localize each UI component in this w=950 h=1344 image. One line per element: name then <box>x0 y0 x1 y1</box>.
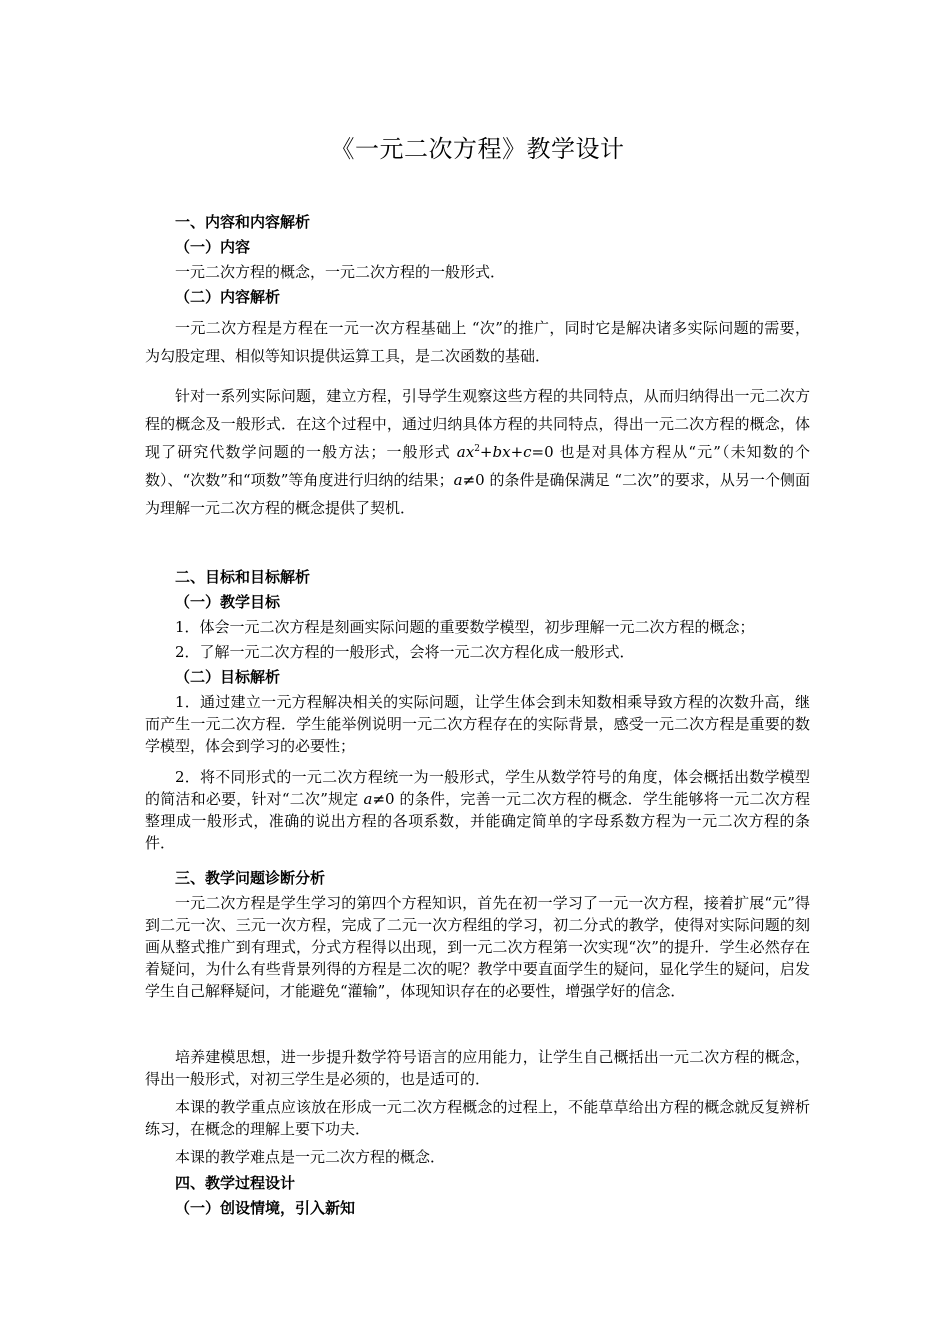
section-4-heading: 四、教学过程设计 <box>175 1174 296 1192</box>
section-2-heading: 二、目标和目标解析 <box>175 568 311 586</box>
section-3-para-2: 培养建模思想，进一步提升数学符号语言的应用能力，让学生自己概括出一元二次方程的概念，得出一般形式，对初三学生是必须的，也是适可的． <box>145 1048 810 1088</box>
section-1-para-1: 一元二次方程是方程在一元一次方程基础上 “次”的推广，同时它是解决诸多实际问题的需要，为勾股定理、相似等知识提供运算工具，是二次函数的基础． <box>145 319 810 365</box>
section-2-sub-1: （一）教学目标 <box>175 593 281 611</box>
section-3-para-4: 本课的教学难点是一元二次方程的概念． <box>175 1148 446 1166</box>
goal-analysis-2: 2．将不同形式的一元二次方程统一为一般形式，学生从数学符号的角度，体会概括出数学模型的简洁和必要，针对“二次”规定 a≠0 的条件，完善一元二次方程的概念．学生能够将一元二次方程整理成一般形式，准确的说出方程的各项系数，并能确定简单的字母系数方程为一元二次方程的条件． <box>145 768 811 852</box>
section-3-para-3: 本课的教学重点应该放在形成一元二次方程概念的过程上，不能草草给出方程的概念就反复辨析练习，在概念的理解上要下功夫． <box>145 1098 810 1138</box>
section-3-para-1: 一元二次方程是学生学习的第四个方程知识，首先在初一学习了一元一次方程，接着扩展“元”得到二元一次、三元一次方程，完成了二元一次方程组的学习，初二分式的教学，使得对实际问题的刻画从整式推广到有理式，分式方程得以出现，到一元二次方程第一次实现“次”的提升．学生必然存在着疑问，为什么有些背景列得的方程是二次的呢？教学中要直面学生的疑问，显化学生的疑问，启发学生自己解释疑问，才能避免“灌输”，体现知识存在的必要性，增强学好的信念． <box>145 894 810 1000</box>
goal-1: 1．体会一元二次方程是刻画实际问题的重要数学模型，初步理解一元二次方程的概念； <box>175 618 755 636</box>
section-2-sub-2: （二）目标解析 <box>175 668 281 686</box>
document-title: 《一元二次方程》教学设计 <box>330 135 625 163</box>
section-1-content: 一元二次方程的概念，一元二次方程的一般形式． <box>175 263 506 281</box>
section-1-heading: 一、内容和内容解析 <box>175 213 311 231</box>
document-page <box>145 0 810 1344</box>
goal-2: 2．了解一元二次方程的一般形式，会将一元二次方程化成一般形式． <box>175 643 635 661</box>
section-1-sub-1: （一）内容 <box>175 238 251 256</box>
section-1-para-2: 针对一系列实际问题，建立方程，引导学生观察这些方程的共同特点，从而归纳得出一元二次方程的概念及一般形式．在这个过程中，通过归纳具体方程的共同特点，得出一元二次方程的概念，体现了研究代数学问题的一般方法；一般形式 $ax^2+bx+c=0$ 也是对具体方程从“元”（未知数的个数）、“次数”和“项数”等角度进行归纳的结果；a≠0 的条件是确保满足 “二次”的要求，从另一个侧面为理解一元二次方程的概念提供了契机． <box>145 387 810 517</box>
goal-analysis-1: 1．通过建立一元方程解决相关的实际问题，让学生体会到未知数相乘导致方程的次数升高，继而产生一元二次方程．学生能举例说明一元二次方程存在的实际背景，感受一元二次方程是重要的数学模型，体会到学习的必要性； <box>145 693 810 755</box>
section-1-sub-2: （二）内容解析 <box>175 288 281 306</box>
section-4-sub-1: （一）创设情境，引入新知 <box>175 1199 356 1217</box>
section-3-heading: 三、教学问题诊断分析 <box>175 869 326 887</box>
